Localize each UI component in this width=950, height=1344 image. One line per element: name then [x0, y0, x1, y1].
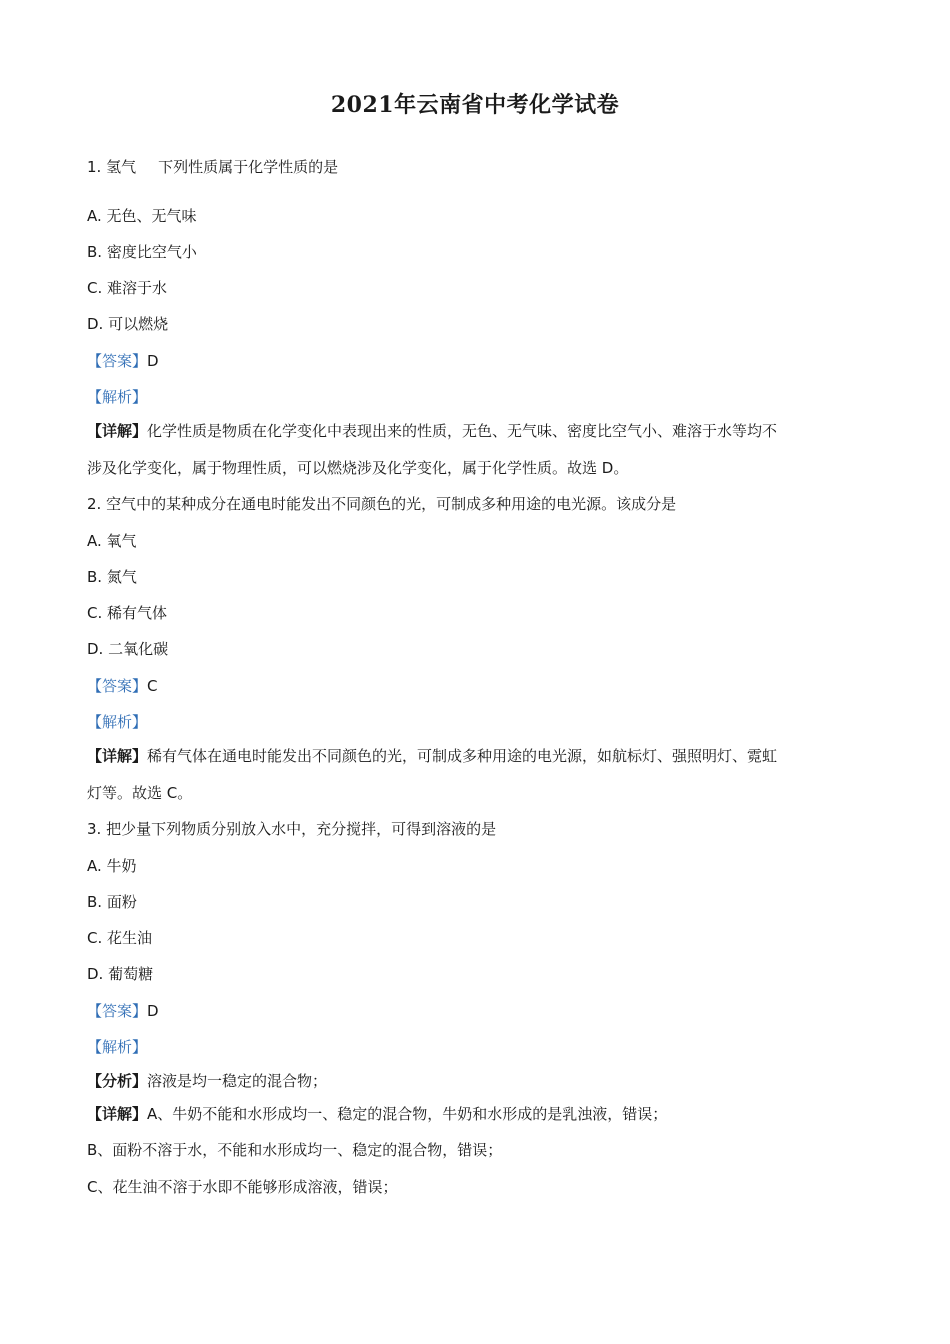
q1-option-c: C. 难溶于水: [87, 279, 168, 297]
detail-tag: 【详解】: [87, 422, 148, 440]
q1-detail-line-2: 涉及化学变化，属于物理性质，可以燃烧涉及化学变化，属于化学性质。故选 D。: [87, 459, 629, 477]
q2-option-b: B. 氮气: [87, 568, 137, 586]
q3-option-c: C. 花生油: [87, 929, 153, 947]
q3-analysis-tag: [87, 1037, 867, 1057]
question-2-stem: 2. 空气中的某种成分在通电时能发出不同颜色的光，可制成多种用途的电光源。该成分是: [87, 495, 677, 513]
detail-tag: 【详解】: [87, 747, 148, 765]
answer-value: D: [147, 1002, 159, 1020]
analysis-tag: 【解析】: [87, 1038, 148, 1056]
detail-text: 稀有气体在通电时能发出不同颜色的光，可制成多种用途的电光源，如航标灯、强照明灯、霓虹: [147, 747, 778, 765]
page-title: 2021年云南省中考化学试卷: [330, 92, 620, 118]
answer-value: C: [147, 677, 158, 695]
detail-text: 化学性质是物质在化学变化中表现出来的性质，无色、无气味、密度比空气小、难溶于水等均不: [147, 422, 778, 440]
q3-option-b: B. 面粉: [87, 893, 137, 911]
q2-detail-line-1: [87, 746, 867, 766]
q2-option-d: D. 二氧化碳: [87, 640, 169, 658]
q1-analysis-tag: [87, 387, 867, 407]
q2-option-c: C. 稀有气体: [87, 604, 168, 622]
question-prefix: 氢气: [106, 158, 137, 176]
q2-option-a: A. 氧气: [87, 532, 137, 550]
q1-answer: [87, 351, 867, 371]
q1-option-a: A. 无色、无气味: [87, 207, 197, 225]
q3-detail-line-2: B、面粉不溶于水，不能和水形成均一、稳定的混合物，错误；: [87, 1141, 503, 1159]
question-3-stem: 3. 把少量下列物质分别放入水中，充分搅拌，可得到溶液的是: [87, 820, 497, 838]
q3-option-a: A. 牛奶: [87, 857, 137, 875]
q3-option-d: D. 葡萄糖: [87, 965, 154, 983]
q2-answer: [87, 676, 867, 696]
detail-text: A、牛奶不能和水形成均一、稳定的混合物，牛奶和水形成的是乳浊液，错误；: [147, 1105, 668, 1123]
question-1-stem: [87, 157, 867, 177]
q1-option-b: B. 密度比空气小: [87, 243, 197, 261]
q3-detail-line-3: C、花生油不溶于水即不能够形成溶液，错误；: [87, 1178, 398, 1196]
analysis-tag: 【解析】: [87, 713, 148, 731]
analysis-tag: 【解析】: [87, 388, 148, 406]
q2-analysis-tag: [87, 712, 867, 732]
fenxi-text: 溶液是均一稳定的混合物；: [147, 1072, 328, 1090]
q3-detail-line-1: [87, 1104, 867, 1124]
answer-value: D: [147, 352, 159, 370]
q1-option-d: D. 可以燃烧: [87, 315, 169, 333]
answer-tag: 【答案】: [87, 677, 148, 695]
answer-tag: 【答案】: [87, 1002, 148, 1020]
question-number: 1.: [87, 158, 102, 176]
q3-fenxi-line: [87, 1071, 867, 1091]
question-text: 下列性质属于化学性质的是: [158, 158, 339, 176]
detail-tag: 【详解】: [87, 1105, 148, 1123]
q1-detail-line-1: [87, 421, 867, 441]
answer-tag: 【答案】: [87, 352, 148, 370]
fenxi-tag: 【分析】: [87, 1072, 148, 1090]
q3-answer: [87, 1001, 867, 1021]
q2-detail-line-2: 灯等。故选 C。: [87, 784, 193, 802]
